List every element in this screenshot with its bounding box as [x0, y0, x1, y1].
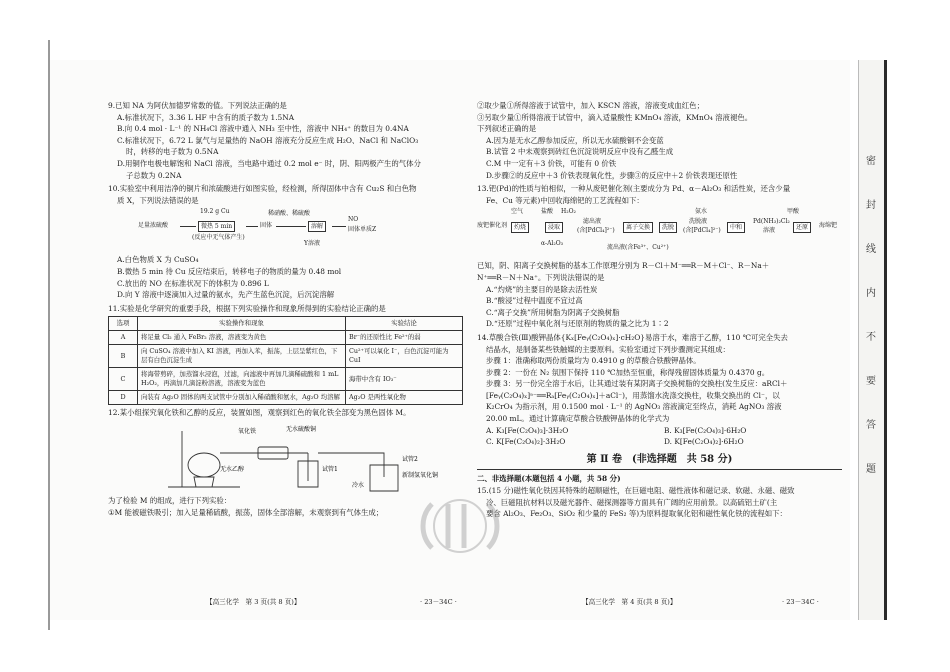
q14-option-a: A. K₃[Fe(C₂O₄)₃]·3H₂O	[486, 425, 569, 435]
apparatus-drawing	[108, 421, 468, 493]
q14-option-c: C. K[Fe(C₂O₄)₂]·3H₂O	[486, 437, 566, 447]
q12-step3: ③另取少量①所得溶液于试管中，滴入适量酸性 KMnO₄ 溶液，KMnO₄ 溶液褪色。	[477, 112, 753, 122]
cell: B	[109, 345, 138, 368]
q13-option-a: A.“灼烧”的主要目的是除去活性炭	[486, 284, 598, 294]
q9-option-d-cont: 子总数为 0.2NA	[126, 170, 182, 180]
hcl-label: 盐酸	[541, 208, 554, 216]
question-15	[477, 485, 842, 520]
y-label: Y溶液	[304, 240, 320, 248]
q15-stem-cont: 要含 Al₂O₃、Fe₂O₃、SiO₂ 和少量的 FeS₂ 等)为原料提取氧化铝和磁性氧化铁的流程如下：	[486, 509, 787, 519]
footer-left-code: · 23－34C ·	[420, 598, 457, 606]
q12-step1: ①M 能被磁铁吸引；加入足量稀硫酸，振荡，固体全部溶解，未观察到有气体生成；	[108, 507, 384, 517]
cell: Br⁻的还原性比 Fe²⁺的弱	[346, 331, 463, 345]
z-label: 固体单质Z	[348, 226, 377, 234]
seal-char: 答	[866, 420, 876, 431]
elute-box: 洗脱	[659, 222, 677, 233]
q12-after: 为了检验 M 的组成，进行下列实验：	[108, 495, 232, 505]
table-row	[109, 345, 463, 368]
q13-option-d: D.“还原”过程中氧化剂与还原剂的物质的量之比为 1∶2	[486, 319, 669, 329]
note-label: (反应中无气体产生)	[192, 234, 245, 242]
table-header-row	[109, 317, 463, 331]
q12-question: 下列叙述正确的是	[477, 124, 537, 134]
table-row	[109, 391, 463, 405]
air-label: 空气	[511, 208, 524, 216]
no-label: NO	[348, 216, 359, 224]
question-10	[108, 183, 473, 301]
q9-option-a: A.标准状况下，3.36 L HF 中含有的质子数为 1.5NA	[117, 112, 295, 122]
q9-option-d: D.用铜作电极电解饱和 NaCl 溶液，当电路中通过 0.2 mol e⁻ 时，阴、阳两极产生的气体分	[117, 158, 421, 168]
q14-option-d: D. K[Fe(C₂O₄)₂]·6H₂O	[664, 437, 744, 447]
q9-option-c: C.标准状况下，6.72 L 氯气与足量热的 NaOH 溶液充分反应生成 H₂O、NaCl 和 NaClO₃	[117, 135, 419, 145]
product-label: 海绵钯	[819, 222, 838, 230]
neutral-box: 中和	[727, 222, 745, 233]
q10-option-b: B.微热 5 min 待 Cu 反应结束后，转移电子的物质的量为 0.48 mol	[117, 266, 342, 276]
complex-label: Pd(NH₃)₂Cl₂	[753, 218, 790, 226]
leach-box: 浸取	[545, 222, 563, 233]
q9-option-c-cont: 时，转移的电子数为 0.5NA	[126, 147, 219, 157]
divider	[477, 469, 842, 470]
question-13	[477, 183, 842, 330]
q12-stem: 12.某小组探究氧化铁和乙醇的反应，装置如图，观察到红色的氧化铁全部变为黑色固体 M。	[108, 408, 411, 418]
seal-char: 密	[866, 156, 876, 167]
table-row	[109, 331, 463, 345]
arrow	[246, 226, 258, 227]
left-column	[108, 100, 473, 520]
seal-char: 要	[866, 376, 876, 387]
question-11	[108, 303, 473, 406]
part-2-subtitle: 二、非选择题(本题包括 4 小题，共 58 分)	[477, 474, 621, 484]
q14-option-b: B. K₃[Fe(C₂O₄)₃]·6H₂O	[664, 425, 747, 435]
cell: 向 CuSO₄ 溶液中加入 KI 溶液，再加入苯，振荡，上层呈紫红色，下层有白色沉淀生成	[138, 345, 346, 368]
q14-step3-cont: K₂CrO₄ 为指示剂，用 0.1500 mol · L⁻¹ 的 AgNO₃ 溶液滴定至终点，消耗 AgNO₃ 溶液	[486, 402, 782, 412]
seal-text	[862, 140, 880, 492]
col-header: 选项	[109, 317, 138, 331]
q13-stem: 13.钯(Pd)的性质与铂相似，一种从废钯催化剂(主要成分为 Pd、α－Al₂O₃ 和活性炭，还含少量	[477, 184, 791, 194]
q13-known-cont: N⁺══R－N＋Na⁺。下列说法错误的是	[477, 272, 605, 282]
formic-label: 甲酸	[787, 208, 800, 216]
seal-char: 题	[866, 464, 876, 475]
q14-stem-cont: 结晶水，是制备某些铁触媒的主要原料。实验室通过下列步骤测定其组成：	[486, 344, 730, 354]
pdcl4-label-b: (含[PdCl₄]²⁻)	[683, 227, 721, 235]
q10-stem: 10.实验室中利用洁净的铜片和浓硫酸进行如图实验，经检测，所得固体中含有 Cu₂S 和白色物	[108, 184, 417, 194]
solution-label: 溶液	[763, 227, 776, 235]
footer-right-page: 【高三化学 第 4 页(共 8 页)】	[582, 598, 677, 606]
arrow	[332, 226, 346, 227]
q14-step3-cont: [Feᵧ(C₂O₄)ₓ]ᵃ⁻══Rₐ[Feᵧ(C₂O₄)ₓ]＋aCl⁻)，用蒸馏水洗涤交换柱，收集交换出的 Cl⁻，以	[486, 390, 780, 400]
q10-option-d: D.向 Y 溶液中逐滴加入过量的氨水，先产生蓝色沉淀，后沉淀溶解	[117, 290, 335, 300]
reduce-box: 还原	[793, 222, 811, 233]
q12-option-b: B.试管 2 中未观察到砖红色沉淀说明反应中没有乙醛生成	[486, 147, 674, 157]
seal-char: 封	[866, 200, 876, 211]
tube2-label: 试管2	[402, 455, 418, 463]
burn-box: 灼烧	[511, 222, 529, 233]
part-2-title: 第 Ⅱ 卷 (非选择题 共 58 分)	[586, 453, 733, 465]
reagents-label: 稀硝酸、稀硫酸	[268, 210, 311, 218]
q15-stem-cont: 冷、巨磁阻抗材料以及磁光器件、磁探测器等方面具有广阔的应用前景。以高硫铝土矿(主	[486, 497, 778, 507]
q14-step2: 步骤 2：一份在 N₂ 氛围下保持 110 ℃加热至恒重，称得残留固体质量为 0.4370 g。	[486, 367, 770, 377]
q12-option-c: C.M 中一定有＋3 价铁，可能有 0 价铁	[486, 158, 617, 168]
question-9	[108, 100, 473, 181]
waste-label: 废钯催化剂	[477, 222, 508, 230]
arrow	[180, 226, 196, 227]
seal-bar	[884, 60, 887, 620]
q13-flow-diagram	[477, 208, 842, 258]
h2o2-label: H₂O₂	[561, 208, 576, 216]
cell: C	[109, 368, 138, 391]
watermark-logo	[418, 496, 502, 554]
q14-step1: 步骤 1：准确称取两份质量均为 0.4910 g 的草酸合铁酸钾晶体。	[486, 356, 701, 366]
cell: Ag₂O 是两性氧化物	[346, 391, 463, 405]
tube1-label: 试管1	[322, 465, 338, 473]
q13-stem-cont: Fe、Cu 等元素)中回收海绵钯的工艺流程如下：	[486, 195, 644, 205]
residue-label: α-Al₂O₃	[541, 240, 564, 248]
col-header: 实验结论	[346, 317, 463, 331]
cell: 海带中含有 IO₃⁻	[346, 368, 463, 391]
exchange-box: 离子交换	[623, 222, 653, 233]
question-12-continued	[477, 100, 842, 181]
ethanol-label: 无水乙醇	[220, 465, 245, 473]
cold-label: 冷水	[352, 481, 365, 489]
right-column	[477, 100, 842, 522]
naoh-label: 新制氢氧化铜	[402, 471, 439, 479]
q10-option-c: C.放出的 NO 在标准状况下的体积为 0.896 L	[117, 278, 269, 288]
q13-option-c: C.“离子交换”所用树脂为阴离子交换树脂	[486, 307, 620, 317]
filtrate1-label: 滤出液	[583, 218, 602, 226]
acid-label: 足量浓硫酸	[138, 222, 169, 230]
q15-stem: 15.(15 分)磁性氧化铁因其特殊的超顺磁性，在巨磁电阻、磁性液体和磁记录、软磁、永磁、磁致	[477, 486, 795, 496]
pdcl4-label-a: (含[PdCl₄]²⁻)	[577, 227, 615, 235]
q12-step2: ②取少量①所得溶液于试管中，加入 KSCN 溶液，溶液变成血红色；	[477, 101, 704, 110]
q14-step3: 步骤 3：另一份完全溶于水后，让其通过装有某阴离子交换树脂的交换柱(发生反应：aRCl＋	[486, 379, 788, 389]
q14-stem: 14.草酸合铁(Ⅲ)酸钾晶体{Kₓ[Feᵧ(C₂O₄)ₓ]·cH₂O}易溶于水，难溶于乙醇，110 ℃可完全失去	[477, 332, 788, 342]
q11-table	[108, 316, 463, 405]
q10-stem-cont: 质 X，下列说法错误的是	[117, 195, 199, 205]
cell: A	[109, 331, 138, 345]
filtrate2-label: 洗脱液	[689, 218, 708, 226]
cell: 向装有 Ag₂O 固体的两支试管中分别加入稀硝酸和氨水，Ag₂O 均溶解	[138, 391, 346, 405]
footer-left-page: 【高三化学 第 3 页(共 8 页)】	[206, 598, 301, 606]
q13-option-b: B.“酸浸”过程中温度不宜过高	[486, 296, 583, 306]
cuso4-label: 无水硫酸铜	[286, 425, 317, 433]
cell: 将海带剪碎，加蒸馏水浸泡，过滤，向滤液中再加几滴稀硫酸和 1 mL H₂O₂，再滴加几滴淀粉溶液，溶液变为蓝色	[138, 368, 346, 391]
cell: D	[109, 391, 138, 405]
seal-char: 不	[866, 332, 876, 343]
q9-option-b: B.向 0.4 mol · L⁻¹ 的 NH₄Cl 溶液中通入 NH₃ 至中性，溶液中 NH₄⁺ 的数目为 0.4NA	[117, 124, 409, 134]
q14-options	[477, 425, 842, 448]
q12-option-d: D.步骤②的反应中＋3 价铁表现氧化性，步骤③的反应中＋2 价铁表现还原性	[486, 170, 738, 180]
q12-option-a: A.因为是无水乙醇参加反应，所以无水硫酸铜不会变蓝	[486, 135, 664, 145]
q14-step3-cont: 20.00 mL。通过计算确定草酸合铁酸钾晶体的化学式为	[486, 414, 670, 424]
footer-right-code: · 23－34C ·	[782, 598, 819, 606]
cell: Cu²⁺可以氧化 I⁻，白色沉淀可能为 CuI	[346, 345, 463, 368]
ammonia-label: 氨水	[695, 208, 708, 216]
cell: 将足量 Cl₂ 通入 FeBr₂ 溶液，溶液变为黄色	[138, 331, 346, 345]
q12-apparatus	[108, 421, 473, 493]
q11-stem: 11.实验是化学研究的重要手段，根据下列实验操作和现象所得到的实验结论正确的是	[108, 303, 386, 313]
fe2o3-label: 氧化铁	[238, 427, 257, 435]
q13-known: 已知，阴、阳离子交换树脂的基本工作原理分别为 R－Cl＋M⁻══R－M＋Cl⁻、R－Na＋	[477, 261, 770, 271]
col-header: 实验操作和现象	[138, 317, 346, 331]
seal-char: 线	[866, 244, 876, 255]
q10-option-a: A.白色物质 X 为 CuSO₄	[117, 255, 199, 265]
q10-flow-diagram	[108, 208, 473, 252]
table-row	[109, 368, 463, 391]
q9-stem: 9.已知 NA 为阿伏加德罗常数的值。下列说法正确的是	[108, 101, 287, 110]
arrow	[276, 226, 306, 227]
effluent-label: 流出液(含Fe³⁺、Cu²⁺)	[607, 244, 669, 252]
dissolve-box: 溶解	[308, 221, 326, 232]
solid-label: 固体	[260, 222, 273, 230]
question-14	[477, 332, 842, 448]
seal-char: 内	[866, 288, 876, 299]
cu-label: 19.2 g Cu	[200, 208, 230, 216]
heat-box: 微热 5 min	[198, 221, 235, 232]
